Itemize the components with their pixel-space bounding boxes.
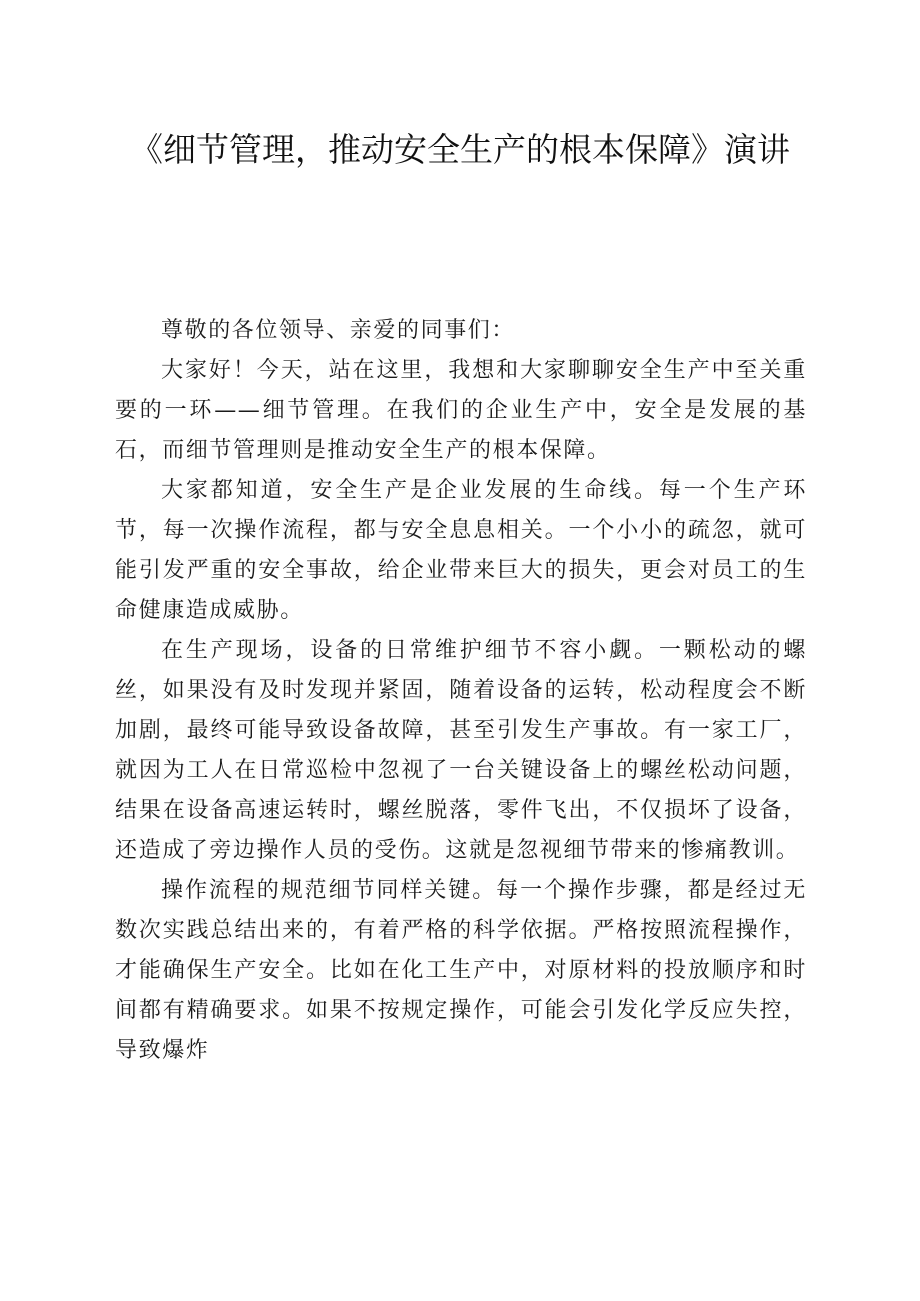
document-body (115, 311, 807, 1071)
paragraph-procedure: 操作流程的规范细节同样关键。每一个操作步骤，都是经过无数次实践总结出来的，有着严格的科学依据。严格按照流程操作，才能确保生产安全。比如在化工生产中，对原材料的投放顺序和时间都有精确要求。如果不按规定操作，可能会引发化学反应失控，导致爆炸 (115, 878, 807, 1063)
paragraph-salutation: 尊敬的各位领导、亲爱的同事们： (161, 318, 516, 343)
paragraph-lifeline: 大家都知道，安全生产是企业发展的生命线。每一个生产环节，每一次操作流程，都与安全息息相关。一个小小的疏忽，就可能引发严重的安全事故，给企业带来巨大的损失，更会对员工的生命健康造成威胁。 (115, 478, 807, 623)
document-title: 《细节管理，推动安全生产的根本保障》演讲 (130, 130, 790, 169)
paragraph-equipment: 在生产现场，设备的日常维护细节不容小觑。一颗松动的螺丝，如果没有及时发现并紧固，随着设备的运转，松动程度会不断加剧，最终可能导致设备故障，甚至引发生产事故。有一家工厂，就因为工人在日常巡检中忽视了一台关键设备上的螺丝松动问题，结果在设备高速运转时，螺丝脱落，零件飞出，不仅损坏了设备，还造成了旁边操作人员的受伤。这就是忽视细节带来的惨痛教训。 (115, 638, 807, 863)
paragraph-greeting: 大家好！今天，站在这里，我想和大家聊聊安全生产中至关重要的一环——细节管理。在我们的企业生产中，安全是发展的基石，而细节管理则是推动安全生产的根本保障。 (115, 358, 807, 463)
